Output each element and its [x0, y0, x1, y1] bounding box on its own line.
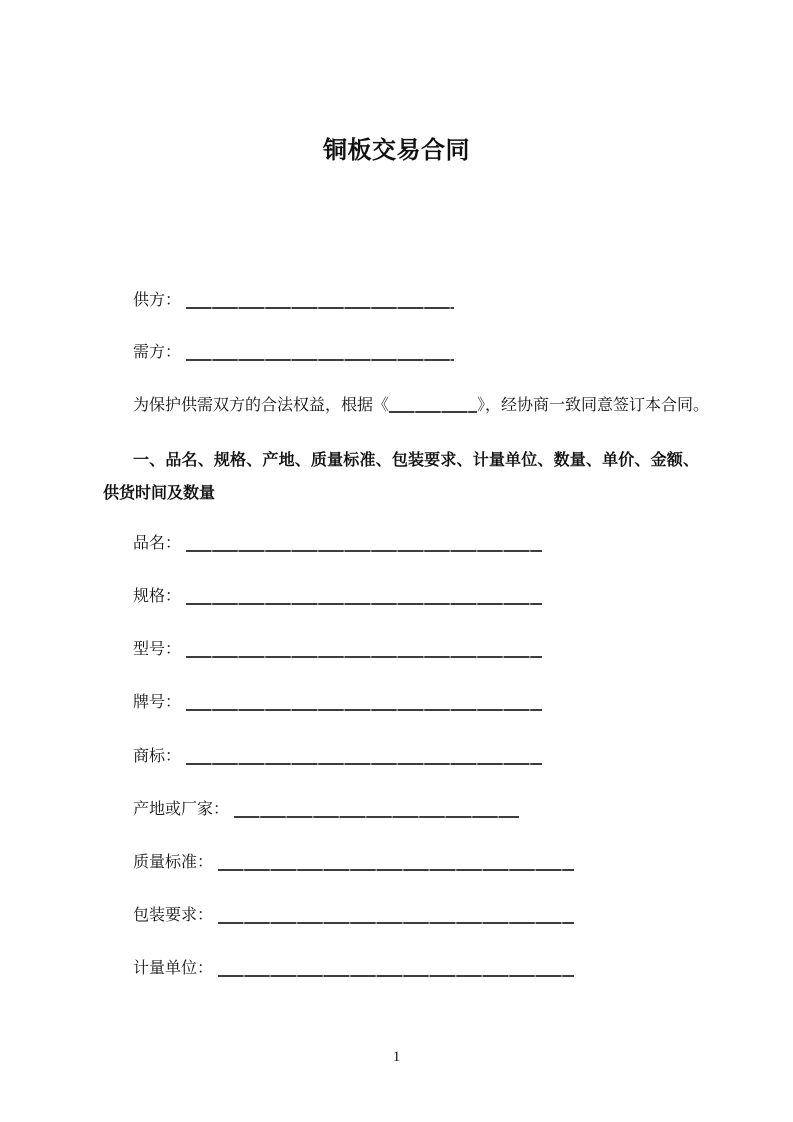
intro-text-before: 为保护供需双方的合法权益，根据《 [133, 397, 390, 414]
buyer-label: 需方： [133, 344, 182, 361]
packaging-requirement-blank-line[interactable] [218, 922, 574, 924]
unit-of-measure-blank-line[interactable] [218, 975, 574, 977]
origin-or-manufacturer-blank-line[interactable] [234, 816, 519, 818]
field-row-brand-number [133, 692, 542, 714]
document-title: 铜板交易合同 [323, 137, 470, 164]
buyer-row [133, 342, 454, 364]
field-row-packaging-requirement [133, 905, 574, 927]
supplier-blank-line[interactable] [186, 307, 454, 309]
model-blank-line[interactable] [186, 656, 542, 658]
quality-standard-label: 质量标准： [133, 854, 214, 871]
intro-text-after: 》，经协商一致同意签订本合同。 [477, 397, 710, 414]
unit-of-measure-label: 计量单位： [133, 960, 214, 977]
field-row-specification [133, 586, 542, 608]
origin-or-manufacturer-label: 产地或厂家： [133, 801, 230, 818]
quality-standard-blank-line[interactable] [218, 869, 574, 871]
page-number: 1 [392, 1049, 401, 1065]
trademark-label: 商标： [133, 748, 182, 765]
trademark-blank-line[interactable] [186, 763, 542, 765]
product-name-label: 品名： [133, 535, 182, 552]
intro-paragraph [133, 395, 709, 417]
law-reference-blank-line[interactable] [389, 411, 477, 413]
brand-number-label: 牌号： [133, 694, 182, 711]
field-row-model [133, 639, 542, 661]
section-1-heading [103, 444, 699, 510]
field-row-quality-standard [133, 852, 574, 874]
model-label: 型号： [133, 641, 182, 658]
field-row-product-name [133, 533, 542, 555]
supplier-label: 供方： [133, 292, 182, 309]
field-row-trademark [133, 746, 542, 768]
section-1-heading-line2: 供货时间及数量 [103, 485, 216, 502]
specification-blank-line[interactable] [186, 603, 542, 605]
supplier-row [133, 290, 454, 312]
buyer-blank-line[interactable] [186, 359, 454, 361]
section-1-heading-line1: 一、品名、规格、产地、质量标准、包装要求、计量单位、数量、单价、金额、 [133, 452, 699, 469]
field-row-origin-or-manufacturer [133, 799, 519, 821]
field-row-unit-of-measure [133, 958, 574, 980]
brand-number-blank-line[interactable] [186, 709, 542, 711]
packaging-requirement-label: 包装要求： [133, 907, 214, 924]
specification-label: 规格： [133, 588, 182, 605]
product-name-blank-line[interactable] [186, 550, 542, 552]
